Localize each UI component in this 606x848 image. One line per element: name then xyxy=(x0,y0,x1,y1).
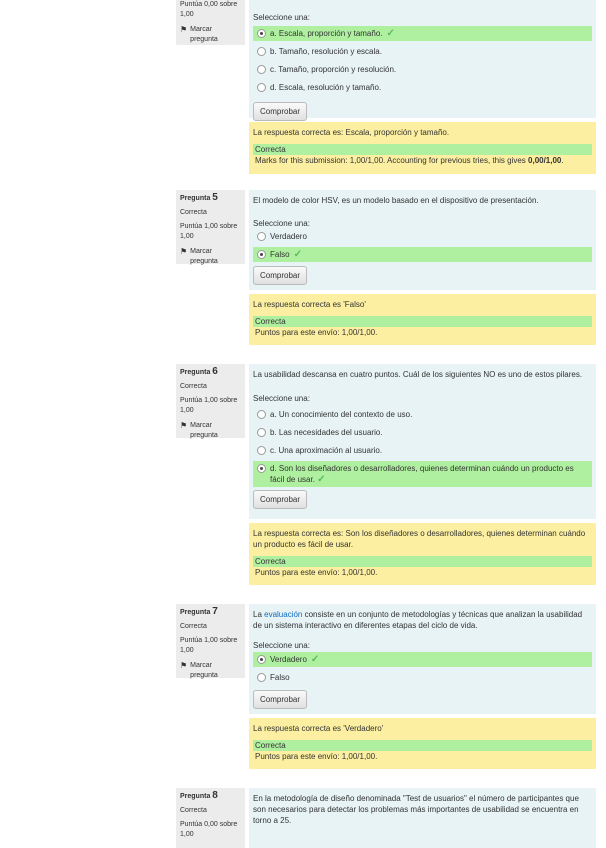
question-state: Correcta xyxy=(180,383,207,390)
grade-state: Correcta xyxy=(253,740,592,751)
marks-text: Puntos para este envío: 1,00/1,00. xyxy=(255,752,378,761)
select-label: Seleccione una: xyxy=(253,219,310,228)
flag-question-button[interactable] xyxy=(180,247,241,267)
question-text: La evaluación consiste en un conjunto de metodologías y técnicas que analizan la usabilidad de un sistema interactivo en diferentes etapas del ciclo de vida. xyxy=(253,610,583,630)
check-button[interactable]: Comprobar xyxy=(253,102,307,121)
answer-option-a[interactable] xyxy=(253,407,592,422)
answer-option-c[interactable] xyxy=(253,443,592,458)
question-state: Correcta xyxy=(180,623,207,630)
question-info-6 xyxy=(176,364,245,438)
answer-option-d[interactable] xyxy=(253,80,592,95)
option-text: d. Son los diseñadores o desarrolladores, quienes determinan cuándo un producto es fácil de usar. ✓ xyxy=(270,464,574,485)
check-button[interactable]: Comprobar xyxy=(253,490,307,509)
right-answer: La respuesta correcta es 'Verdadero' xyxy=(253,724,384,733)
flag-question-button[interactable] xyxy=(180,421,241,441)
question-number: Pregunta 5 xyxy=(180,192,218,203)
right-answer: La respuesta correcta es: Son los diseñadores o desarrolladores, quienes determinan cuándo un producto es fácil de usar. xyxy=(253,529,586,549)
radio-button[interactable] xyxy=(257,83,266,92)
radio-button[interactable] xyxy=(257,232,266,241)
marks-text: Puntos para este envío: 1,00/1,00. xyxy=(255,568,378,577)
question-outcome-6 xyxy=(249,523,596,585)
question-grade: Puntúa 1,00 sobre 1,00 xyxy=(180,637,238,654)
grade-state: Correcta xyxy=(253,556,592,567)
answer-option-b[interactable] xyxy=(253,425,592,440)
question-grade: Puntúa 0,00 sobre 1,00 xyxy=(180,821,238,838)
option-text: b. Tamaño, resolución y escala. xyxy=(270,47,382,56)
question-info-4 xyxy=(176,0,245,45)
option-text: c. Una aproximación al usuario. xyxy=(270,446,383,455)
select-label: Seleccione una: xyxy=(253,641,310,650)
answer-option-c[interactable] xyxy=(253,62,592,77)
option-text: Verdadero xyxy=(270,655,307,664)
question-text: El modelo de color HSV, es un modelo basado en el dispositivo de presentación. xyxy=(253,196,539,205)
radio-button[interactable] xyxy=(257,464,266,473)
question-grade: Puntúa 1,00 sobre 1,00 xyxy=(180,223,238,240)
flag-label: Marcar pregunta xyxy=(190,248,218,265)
question-content-5 xyxy=(249,190,596,290)
question-grade: Puntúa 1,00 sobre 1,00 xyxy=(180,397,238,414)
radio-button[interactable] xyxy=(257,655,266,664)
radio-button[interactable] xyxy=(257,428,266,437)
flag-label: Marcar pregunta xyxy=(190,26,218,43)
radio-button[interactable] xyxy=(257,29,266,38)
flag-label: Marcar pregunta xyxy=(190,422,218,439)
marks-text: Marks for this submission: 1,00/1,00. Accounting for previous tries, this gives 0,00/1,00. xyxy=(255,156,564,165)
check-button[interactable]: Comprobar xyxy=(253,690,307,709)
question-state: Correcta xyxy=(180,209,207,216)
check-button[interactable]: Comprobar xyxy=(253,266,307,285)
question-outcome-7 xyxy=(249,718,596,769)
question-number: Pregunta 8 xyxy=(180,790,218,801)
option-text: a. Un conocimiento del contexto de uso. xyxy=(270,410,413,419)
answer-option-a[interactable] xyxy=(253,26,592,41)
question-outcome-4 xyxy=(249,122,596,174)
question-content-7 xyxy=(249,604,596,714)
radio-button[interactable] xyxy=(257,673,266,682)
option-text: c. Tamaño, proporción y resolución. xyxy=(270,65,397,74)
check-icon: ✓ xyxy=(317,474,326,485)
flag-question-button[interactable] xyxy=(180,25,241,45)
answer-option-false[interactable] xyxy=(253,670,592,685)
question-text: La usabilidad descansa en cuatro puntos. Cuál de los siguientes NO es uno de estos pilares. xyxy=(253,370,583,379)
glossary-link[interactable]: evaluación xyxy=(264,610,303,619)
option-text: Falso xyxy=(270,673,290,682)
select-label: Seleccione una: xyxy=(253,13,310,22)
question-content-4 xyxy=(249,0,596,118)
radio-button[interactable] xyxy=(257,65,266,74)
option-text: Verdadero xyxy=(270,232,307,241)
question-content-8 xyxy=(249,788,596,848)
grade-state: Correcta xyxy=(253,144,592,155)
question-info-7 xyxy=(176,604,245,678)
flag-icon: ⚑ xyxy=(180,661,188,670)
answer-option-false[interactable] xyxy=(253,247,592,262)
question-grade: Puntúa 0,00 sobre 1,00 xyxy=(180,1,238,18)
select-label: Seleccione una: xyxy=(253,394,310,403)
answer-option-true[interactable] xyxy=(253,652,592,667)
question-number: Pregunta 7 xyxy=(180,606,218,617)
option-text: Falso xyxy=(270,250,290,259)
right-answer: La respuesta correcta es 'Falso' xyxy=(253,300,366,309)
option-text: b. Las necesidades del usuario. xyxy=(270,428,383,437)
right-answer: La respuesta correcta es: Escala, proporción y tamaño. xyxy=(253,128,450,137)
flag-icon: ⚑ xyxy=(180,247,188,256)
flag-question-button[interactable] xyxy=(180,661,241,681)
question-outcome-5 xyxy=(249,294,596,345)
answer-option-b[interactable] xyxy=(253,44,592,59)
option-text: a. Escala, proporción y tamaño. xyxy=(270,29,383,38)
flag-label: Marcar pregunta xyxy=(190,662,218,679)
check-icon: ✓ xyxy=(310,654,320,665)
question-number: Pregunta 6 xyxy=(180,366,218,377)
question-state: Correcta xyxy=(180,807,207,814)
question-info-5 xyxy=(176,190,245,264)
question-text: En la metodología de diseño denominada "Test de usuarios" el número de participantes que son necesarios para detectar los problemas más importantes de usabilidad se encuentra en torno a 25. xyxy=(253,794,579,825)
check-icon: ✓ xyxy=(386,28,395,39)
question-info-8 xyxy=(176,788,245,848)
check-icon: ✓ xyxy=(293,249,302,260)
question-content-6 xyxy=(249,364,596,519)
answer-option-d[interactable] xyxy=(253,461,592,487)
radio-button[interactable] xyxy=(257,410,266,419)
flag-icon: ⚑ xyxy=(180,25,188,34)
marks-text: Puntos para este envío: 1,00/1,00. xyxy=(255,328,378,337)
answer-option-true[interactable] xyxy=(253,229,592,244)
grade-state: Correcta xyxy=(253,316,592,327)
radio-button[interactable] xyxy=(257,250,266,259)
radio-button[interactable] xyxy=(257,446,266,455)
flag-icon: ⚑ xyxy=(180,421,188,430)
radio-button[interactable] xyxy=(257,47,266,56)
option-text: d. Escala, resolución y tamaño. xyxy=(270,83,382,92)
